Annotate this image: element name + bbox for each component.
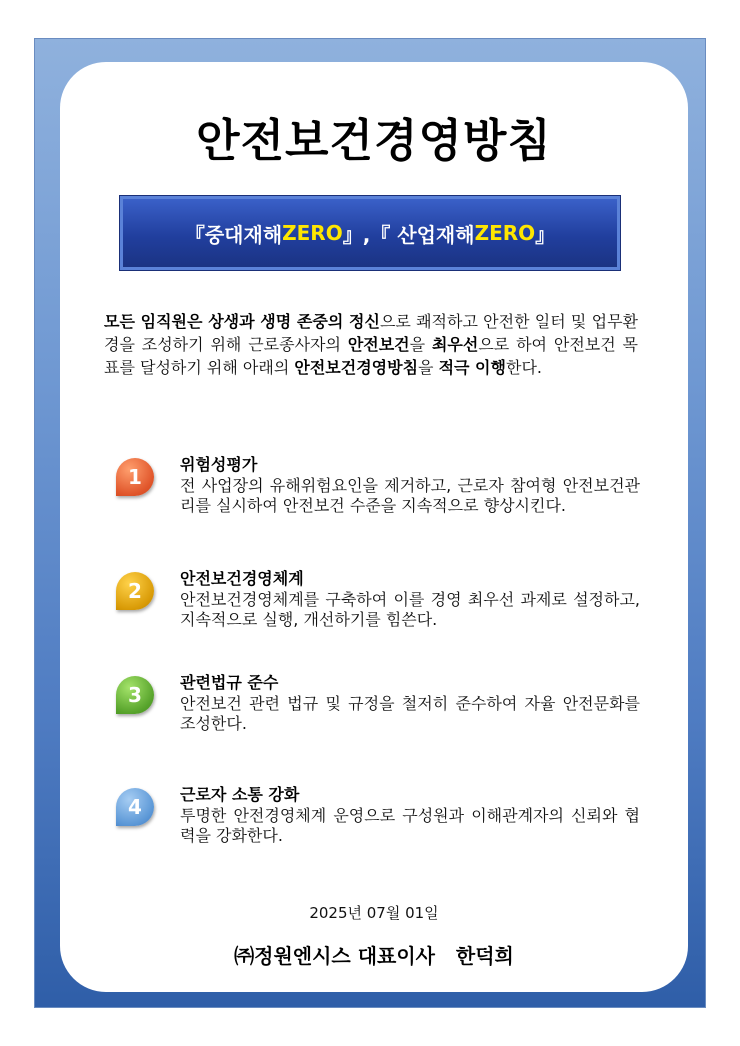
slogan-highlight-2: ZERO <box>474 221 536 245</box>
intro-bold-1: 모든 임직원은 상생과 생명 존중의 정신 <box>104 312 380 331</box>
policy-text-3: 안전보건 관련 법규 및 규정을 철저히 준수하여 자율 안전문화를 조성한다. <box>180 694 640 733</box>
policy-heading-3: 관련법규 준수 <box>180 673 279 692</box>
slogan-highlight-1: ZERO <box>282 221 343 245</box>
policy-heading-4: 근로자 소통 강화 <box>180 785 300 804</box>
intro-text-4: 을 <box>418 358 439 377</box>
slogan-text-2: 』,『 산업재해 <box>342 222 475 247</box>
intro-text-1: 으로 쾌적하고 안전한 일터 및 업무환경을 조성하기 위해 근로종사자의 <box>104 312 638 354</box>
policy-heading-2: 안전보건경영체계 <box>180 569 304 588</box>
slogan-banner <box>120 196 620 270</box>
number-badge-2: 2 <box>116 572 154 610</box>
intro-bold-4: 안전보건경영방침 <box>294 358 419 377</box>
intro-bold-5: 적극 이행 <box>438 358 506 377</box>
slogan-text-1: 『중대재해 <box>184 222 283 247</box>
intro-paragraph <box>104 310 638 379</box>
policy-text-1: 전 사업장의 유해위험요인을 제거하고, 근로자 참여형 안전보건관리를 실시하여 안전보건 수준을 지속적으로 향상시킨다. <box>180 476 640 515</box>
intro-bold-2: 안전보건 <box>347 335 410 354</box>
policy-heading-1: 위험성평가 <box>180 455 258 474</box>
intro-text-5: 한다. <box>505 358 542 377</box>
document-date: 2025년 07월 01일 <box>309 904 439 922</box>
policy-text-2: 안전보건경영체계를 구축하여 이를 경영 최우선 과제로 설정하고, 지속적으로 실행, 개선하기를 힘쓴다. <box>180 590 640 629</box>
number-badge-1: 1 <box>116 458 154 496</box>
page-title: 안전보건경영방침 <box>196 114 552 167</box>
intro-text-3: 으로 하여 안전보건 목표를 달성하기 위해 아래의 <box>104 335 638 377</box>
policy-text-4: 투명한 안전경영체계 운영으로 구성원과 이해관계자의 신뢰와 협력을 강화한다. <box>180 806 640 845</box>
signature-line: ㈜정원엔시스 대표이사 한덕희 <box>234 944 514 968</box>
intro-bold-3: 최우선 <box>431 335 479 354</box>
intro-text-2: 을 <box>409 335 432 354</box>
number-badge-3: 3 <box>116 676 154 714</box>
slogan-text-3: 』 <box>535 222 556 247</box>
number-badge-4: 4 <box>116 788 154 826</box>
